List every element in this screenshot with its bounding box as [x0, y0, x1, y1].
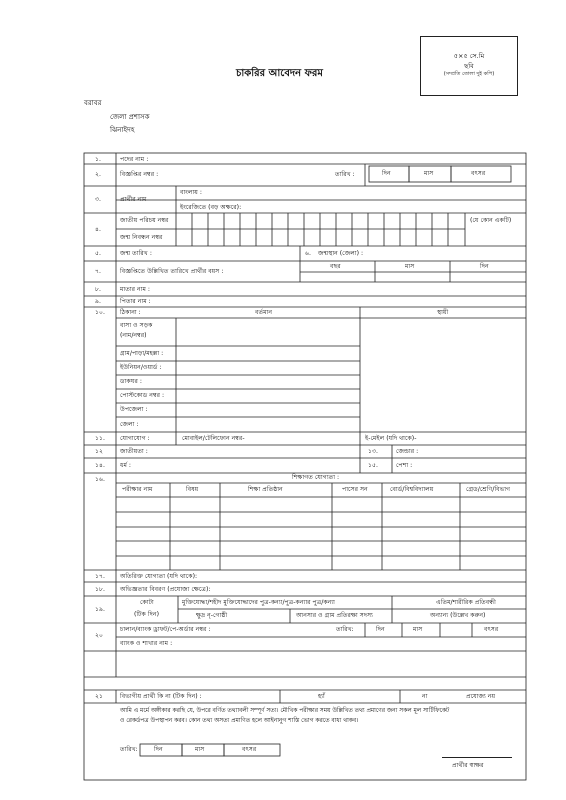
- birth-registration-label: জন্ম নিবন্ধন নম্বর: [120, 234, 163, 241]
- age-label: বিজ্ঞপ্তিতে উল্লিখিত তারিখে প্রার্থীর বয়স :: [120, 268, 224, 275]
- house-road-sub-label: (নাম/নম্বর): [120, 332, 147, 339]
- row-10-number: ১০.: [95, 309, 106, 316]
- bank-branch-label: ব্যাংক ও শাখার নাম :: [120, 640, 173, 647]
- upazila-label: উপজেলা :: [120, 406, 148, 413]
- circular-day-label: দিন: [382, 170, 391, 177]
- address-label: ঠিকানা :: [120, 309, 141, 316]
- birth-date-label: জন্ম তারিখ :: [120, 250, 152, 257]
- present-address-header: বর্তমান: [255, 309, 273, 316]
- departmental-label: বিভাগীয় প্রার্থী কি না (টিক দিন) :: [120, 693, 202, 700]
- email-label: ই-মেইল (যদি থাকে)-: [365, 435, 417, 442]
- row-14-number: ১৪.: [95, 462, 105, 469]
- edu-col-year: পাসের সন: [342, 486, 368, 493]
- footer-year-label: বৎসর: [242, 746, 257, 753]
- row-3-number: ৩.: [95, 196, 101, 203]
- circular-year-label: বৎসর: [471, 170, 486, 177]
- house-road-label: বাসা ও সড়ক: [120, 322, 153, 329]
- address-office: জেলা প্রশাসক: [110, 113, 150, 121]
- post-name-label: পদের নাম :: [120, 156, 149, 163]
- nationality-label: জাতীয়তা :: [120, 448, 148, 455]
- option-no: না: [422, 693, 428, 700]
- declaration-line-1: আমি এ মর্মে অঙ্গীকার করছি যে, উপরে বর্ণিত তথ্যাবলী সম্পূর্ণ সত্য। মৌখিক পরীক্ষার সময় উল্লিখিত তথ্য প্রমাণের জন্য সকল মূল সার্টিফিকেট: [120, 708, 450, 714]
- footer-day-label: দিন: [154, 746, 163, 753]
- declaration-line-2: ও রেকর্ডপত্র উপস্থাপন করব। কোন তথ্য অসত্য প্রমাণিত হলে আইনানুগ শাস্তি ভোগ করতে বাধ্য থাকব।: [120, 718, 359, 724]
- circular-month-label: মাস: [424, 170, 434, 177]
- challan-year-label: বৎসর: [484, 626, 499, 633]
- row-8-number: ৮.: [95, 286, 101, 293]
- form-title: চাকরির আবেদন ফরম: [236, 68, 323, 79]
- challan-month-label: মাস: [413, 626, 423, 633]
- photo-label: ছবি: [464, 62, 474, 70]
- photo-size: ৫×৫ সে.মি: [453, 52, 485, 60]
- quota-label: কোটা: [140, 599, 154, 606]
- quota-ansar: আনসার ও গ্রাম প্রতিরক্ষা সদস্য: [296, 612, 373, 619]
- photo-note: (সম্প্রতি তোলা দুই কপি): [443, 71, 495, 77]
- permanent-address-header: স্থায়ী: [437, 309, 449, 316]
- challan-day-label: দিন: [376, 626, 385, 633]
- row-2-number: ২.: [95, 171, 101, 178]
- row-20-number: ২০: [95, 632, 104, 639]
- age-year-label: বছর: [330, 263, 341, 270]
- contact-label: যোগাযোগ :: [120, 435, 150, 442]
- birth-place-label: জন্মস্থান (জেলা) :: [318, 250, 364, 257]
- row-4-number: ৪.: [95, 226, 101, 233]
- age-day-label: দিন: [480, 263, 489, 270]
- additional-qualification-label: অতিরিক্ত যোগ্যতা (যদি থাকে):: [120, 573, 198, 580]
- footer-month-label: মাস: [195, 746, 205, 753]
- row-15-number: ১৫.: [368, 462, 378, 469]
- nid-label: জাতীয় পরিচয় নম্বর: [120, 217, 169, 224]
- edu-col-subject: বিষয়: [186, 486, 199, 493]
- edu-col-board: বোর্ড/বিশ্ববিদ্যালয়: [390, 486, 434, 493]
- row-12-number: ১২: [95, 448, 104, 455]
- applicant-name-label: প্রার্থীর নাম: [120, 196, 147, 203]
- edu-col-grade: গ্রেড/শ্রেণি/বিভাগ: [466, 486, 511, 493]
- option-not-applicable: প্রযোজ্য নয়: [466, 693, 496, 700]
- row-19-number: ১৯.: [95, 606, 105, 613]
- experience-label: অভিজ্ঞতার বিবরণ (প্রযোজ্য ক্ষেত্রে):: [120, 586, 211, 593]
- religion-label: ধর্ম :: [120, 462, 131, 469]
- father-name-label: পিতার নাম :: [120, 298, 151, 305]
- mother-name-label: মাতার নাম :: [120, 286, 151, 293]
- quota-orphan-disabled: এতিম/শারীরিক প্রতিবন্ধী: [436, 599, 496, 606]
- signature-label: প্রার্থীর স্বাক্ষর: [452, 762, 484, 769]
- name-bangla-label: বাংলায় :: [180, 189, 203, 196]
- address-to: বরাবর: [84, 99, 102, 107]
- row-9-number: ৯.: [95, 298, 101, 305]
- row-11-number: ১১.: [95, 435, 105, 442]
- row-1-number: ১.: [95, 156, 101, 163]
- education-header: শিক্ষাগত যোগ্যতা :: [292, 474, 340, 481]
- row-6-number: ৬.: [305, 250, 311, 257]
- signature-line: [442, 757, 512, 758]
- district-label: জেলা :: [120, 421, 139, 428]
- village-label: গ্রাম/পাড়া/মহল্লা :: [120, 350, 164, 357]
- either-one-note: (যে কোন একটি): [470, 217, 512, 224]
- row-7-number: ৭.: [95, 268, 101, 275]
- quota-tick-label: (টিক দিন): [134, 611, 159, 618]
- union-label: ইউনিয়ন/ওয়ার্ড :: [120, 364, 162, 371]
- gender-label: জেন্ডার :: [396, 448, 419, 455]
- address-district: ঝিনাইদহ: [110, 126, 135, 134]
- quota-other: অন্যান্য (উল্লেখ করুন): [430, 612, 486, 619]
- profession-label: পেশা :: [396, 462, 413, 469]
- age-month-label: মাস: [405, 263, 415, 270]
- mobile-label: মোবাইল/টেলিফোন নম্বর-: [182, 435, 245, 442]
- postcode-label: পোস্টকোড নম্বর :: [120, 392, 165, 399]
- edu-col-exam: পরীক্ষার নাম: [122, 486, 153, 493]
- challan-date-label: তারিখ:: [336, 626, 354, 633]
- circular-date-label: তারিখ :: [335, 171, 355, 178]
- quota-freedom-fighter: মুক্তিযোদ্ধা/শহীদ মুক্তিযোদ্ধাদের পুত্র-কন্যা/পুত্র-কন্যার পুত্র/কন্যা: [182, 599, 335, 606]
- name-english-label: ইংরেজিতে (বড় অক্ষরে):: [180, 204, 242, 211]
- challan-label: চালান/ব্যাংক ড্রাফট/পে-অর্ডার নম্বর :: [120, 626, 211, 633]
- row-16-number: ১৬.: [95, 476, 106, 483]
- option-yes: হ্যাঁ: [318, 693, 325, 700]
- row-17-number: ১৭.: [95, 573, 106, 580]
- row-21-number: ২১: [95, 693, 104, 700]
- quota-ethnic-minority: ক্ষুদ্র নৃ-গোষ্ঠী: [196, 612, 228, 619]
- row-13-number: ১৩.: [368, 448, 379, 455]
- row-5-number: ৫.: [95, 250, 101, 257]
- post-office-label: ডাকঘর :: [120, 378, 142, 385]
- row-18-number: ১৮.: [95, 586, 105, 593]
- circular-number-label: বিজ্ঞপ্তির নম্বর :: [120, 171, 159, 178]
- edu-col-institution: শিক্ষা প্রতিষ্ঠান: [248, 486, 283, 493]
- footer-date-label: তারিখ:: [120, 746, 138, 753]
